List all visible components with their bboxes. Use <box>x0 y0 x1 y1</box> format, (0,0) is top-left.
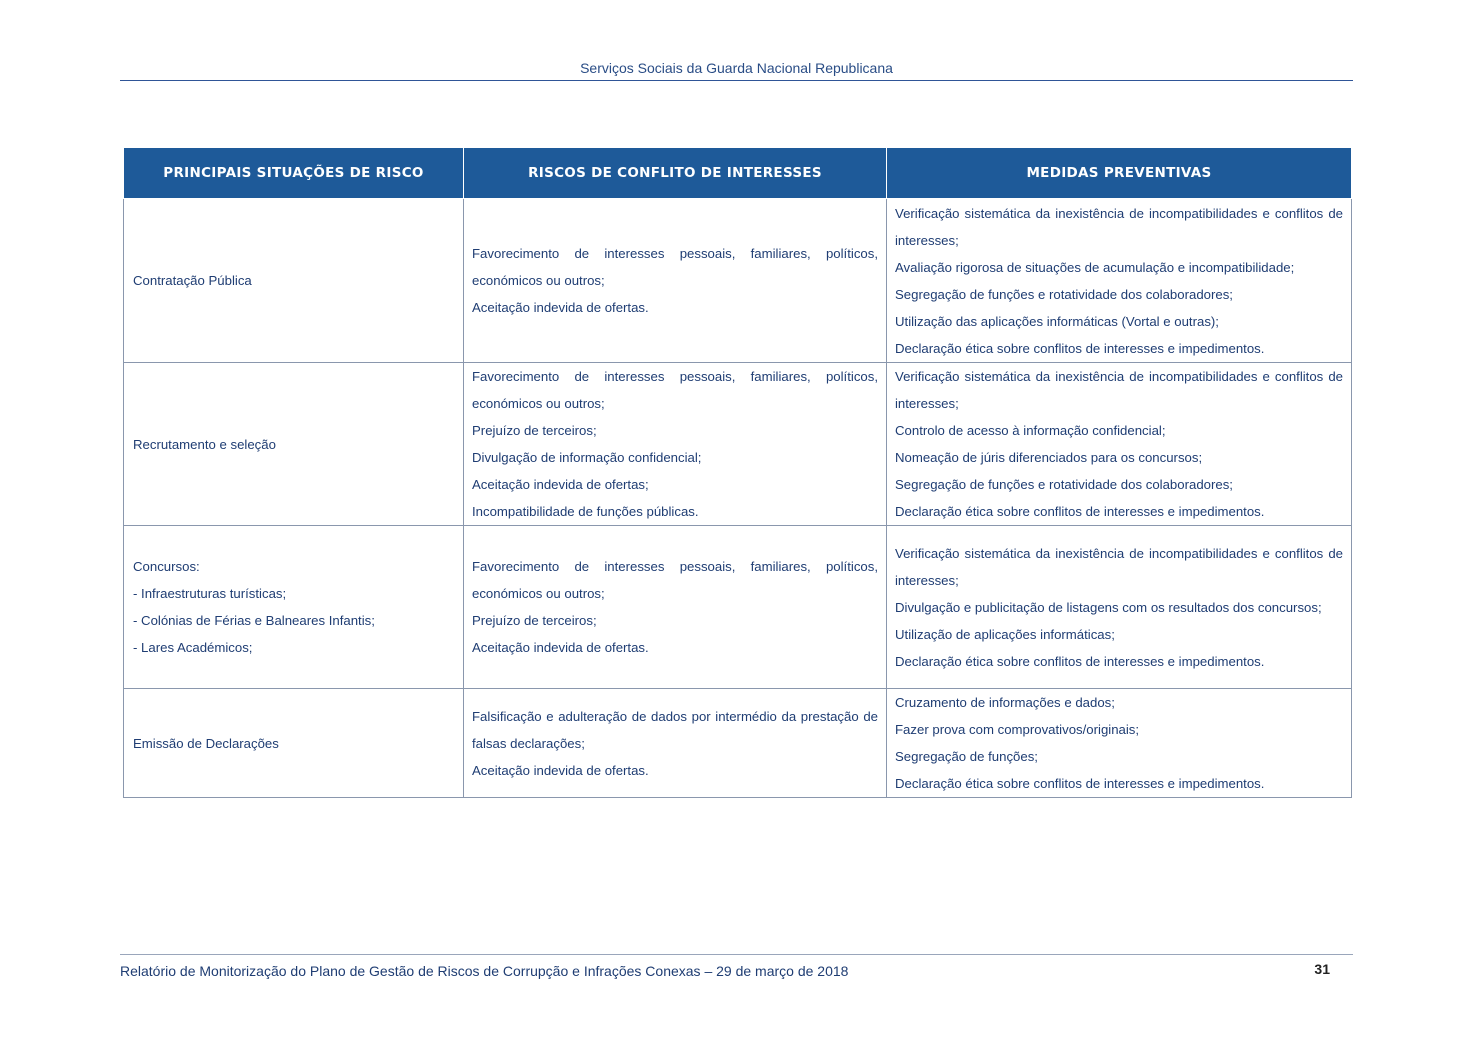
measure-line: Declaração ética sobre conflitos de interesses e impedimentos. <box>895 653 1265 669</box>
page-header-title: Serviços Sociais da Guarda Nacional Republicana <box>580 60 893 76</box>
risk-line: Divulgação de informação confidencial; <box>472 450 702 465</box>
measure-line: Verificação sistemática da inexistência de incompatibilidades e conflitos de interesses; <box>895 369 1343 411</box>
risk-table <box>123 147 1352 798</box>
risks-cell <box>464 199 887 363</box>
measures-cell <box>887 689 1352 798</box>
table-row <box>124 526 1352 689</box>
table-row <box>124 199 1352 363</box>
header-divider <box>120 80 1353 81</box>
measures-cell <box>887 363 1352 526</box>
measure-line: Cruzamento de informações e dados; <box>895 695 1115 710</box>
measures-cell <box>887 199 1352 363</box>
situation-line: Contratação Pública <box>133 273 252 288</box>
measure-line: Segregação de funções e rotatividade dos colaboradores; <box>895 477 1233 492</box>
situation-line: - Infraestruturas turísticas; <box>133 586 287 601</box>
measure-line: Declaração ética sobre conflitos de interesses e impedimentos. <box>895 504 1265 519</box>
risks-cell <box>464 526 887 689</box>
situation-line: Emissão de Declarações <box>133 735 279 751</box>
risk-line: Aceitação indevida de ofertas; <box>472 477 649 492</box>
measure-line: Declaração ética sobre conflitos de interesses e impedimentos. <box>895 776 1265 791</box>
table-header-row <box>124 148 1352 199</box>
measure-line: Segregação de funções; <box>895 749 1038 764</box>
risk-line: Favorecimento de interesses pessoais, familiares, políticos, económicos ou outros; <box>472 559 878 601</box>
risk-line: Favorecimento de interesses pessoais, familiares, políticos, económicos ou outros; <box>472 246 878 288</box>
situation-cell <box>124 363 464 526</box>
situation-line: - Colónias de Férias e Balneares Infantis; <box>133 613 375 628</box>
situation-cell <box>124 199 464 363</box>
risk-line: Prejuízo de terceiros; <box>472 423 597 438</box>
risk-line: Prejuízo de terceiros; <box>472 613 597 628</box>
situation-cell <box>124 526 464 689</box>
risk-line: Aceitação indevida de ofertas. <box>472 300 649 315</box>
risk-line: Favorecimento de interesses pessoais, familiares, políticos, económicos ou outros; <box>472 369 878 411</box>
column-header-measures: MEDIDAS PREVENTIVAS <box>887 148 1352 199</box>
page-number: 31 <box>1314 961 1330 977</box>
situation-cell <box>124 689 464 798</box>
risks-cell <box>464 689 887 798</box>
footer-divider <box>120 954 1353 955</box>
risk-line: Incompatibilidade de funções públicas. <box>472 504 699 519</box>
table-row <box>124 689 1352 798</box>
measure-line: Declaração ética sobre conflitos de interesses e impedimentos. <box>895 340 1265 356</box>
measure-line: Avaliação rigorosa de situações de acumulação e incompatibilidade; <box>895 259 1295 275</box>
measure-line: Fazer prova com comprovativos/originais; <box>895 722 1140 737</box>
measure-line: Verificação sistemática da inexistência de incompatibilidades e conflitos de interesses; <box>895 205 1343 248</box>
measure-line: Verificação sistemática da inexistência de incompatibilidades e conflitos de interesses; <box>895 545 1343 588</box>
measures-cell <box>887 526 1352 689</box>
measure-line: Utilização de aplicações informáticas; <box>895 626 1115 642</box>
situation-line: Concursos: <box>133 559 200 574</box>
measure-line: Divulgação e publicitação de listagens com os resultados dos concursos; <box>895 599 1322 615</box>
risk-line: Aceitação indevida de ofertas. <box>472 640 649 655</box>
measure-line: Segregação de funções e rotatividade dos colaboradores; <box>895 286 1233 302</box>
risks-cell <box>464 363 887 526</box>
risk-line: Falsificação e adulteração de dados por intermédio da prestação de falsas declarações; <box>472 708 878 751</box>
situation-line: Recrutamento e seleção <box>133 436 276 452</box>
column-header-situations: PRINCIPAIS SITUAÇÕES DE RISCO <box>124 148 464 199</box>
situation-line: - Lares Académicos; <box>133 640 253 655</box>
measure-line: Nomeação de júris diferenciados para os concursos; <box>895 450 1203 465</box>
footer-report-title: Relatório de Monitorização do Plano de Gestão de Riscos de Corrupção e Infrações Conexas – 29 de março de 2018 <box>120 963 849 979</box>
column-header-risks: RISCOS DE CONFLITO DE INTERESSES <box>464 148 887 199</box>
table-row <box>124 363 1352 526</box>
risk-line: Aceitação indevida de ofertas. <box>472 762 649 778</box>
measure-line: Controlo de acesso à informação confidencial; <box>895 423 1166 438</box>
measure-line: Utilização das aplicações informáticas (Vortal e outras); <box>895 313 1219 329</box>
